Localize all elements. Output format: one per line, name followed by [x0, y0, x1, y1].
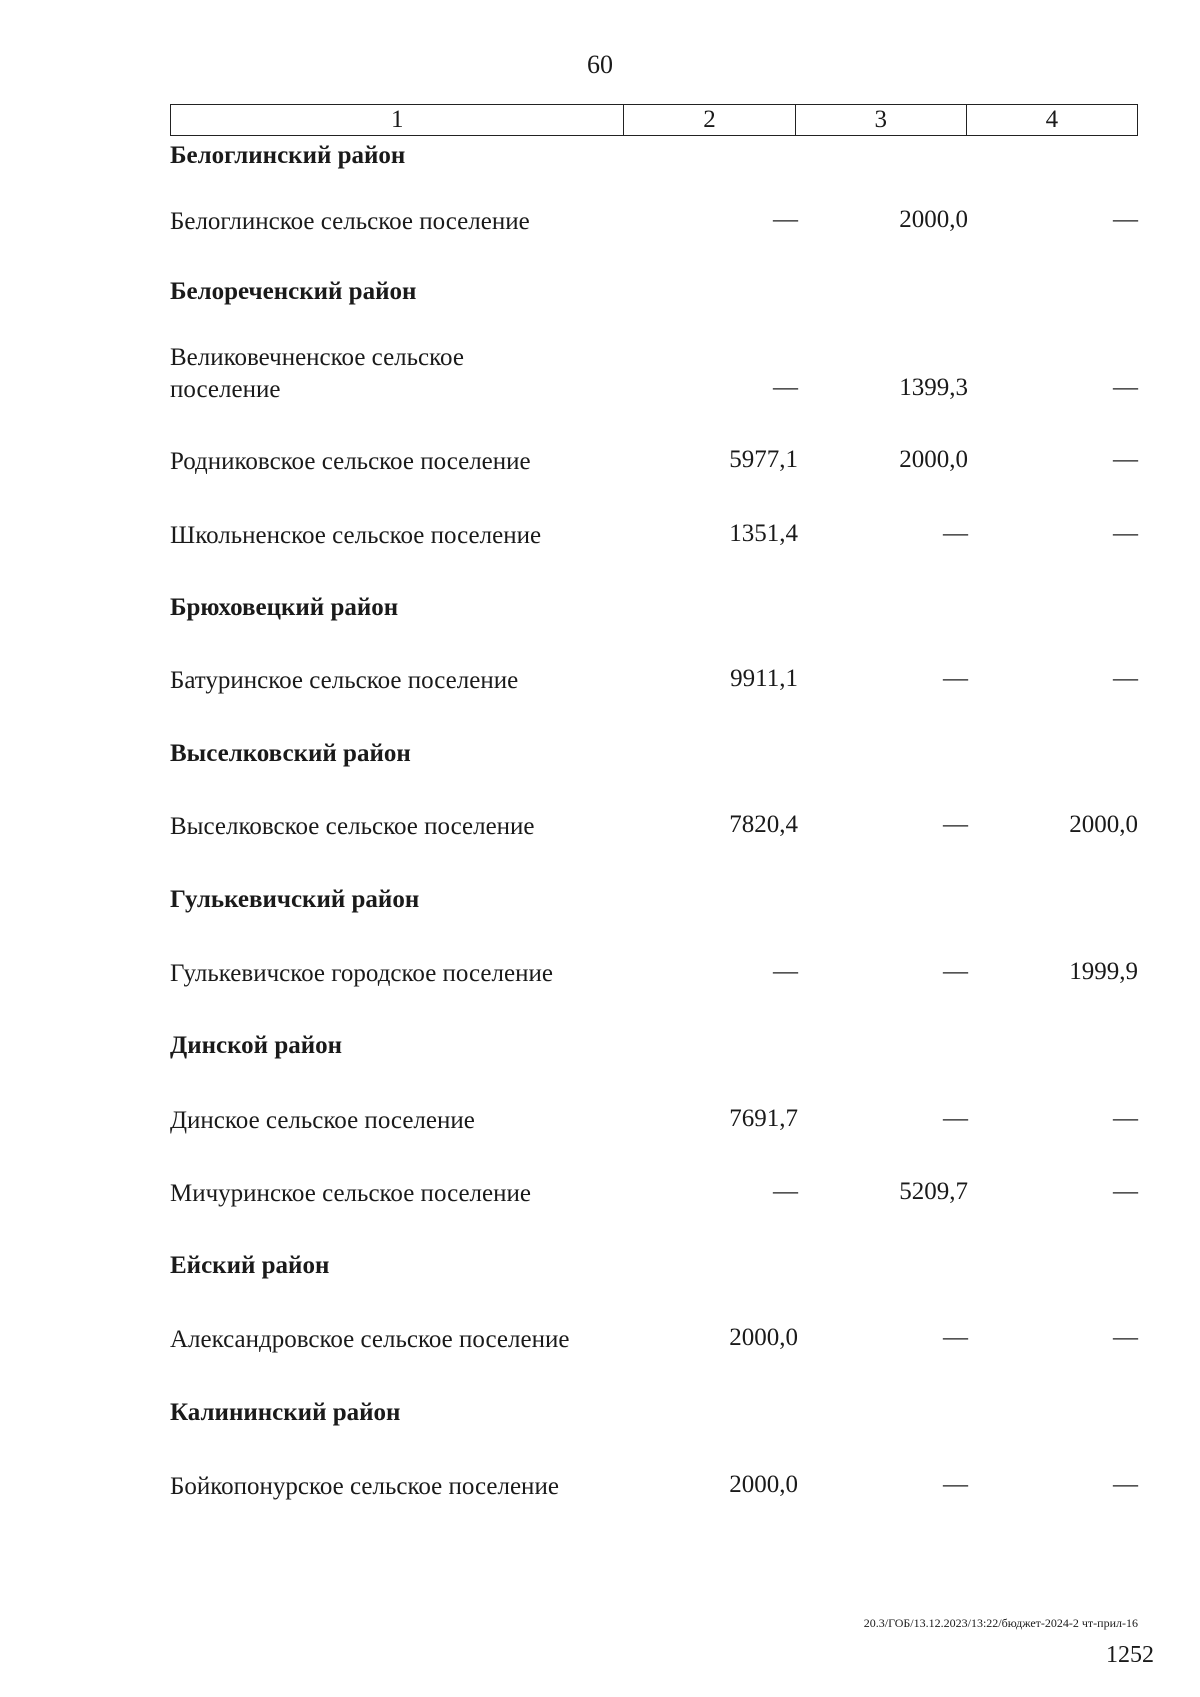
value-col2: — [773, 1178, 798, 1205]
district-name: Брюховецкий район [170, 594, 399, 621]
document-code: 20.3/ГОБ/13.12.2023/13:22/бюджет-2024-2 чт-прил-16 [863, 1616, 1138, 1630]
value-col3: — [943, 1471, 968, 1498]
value-col2: 7691,7 [729, 1105, 798, 1132]
value-col4: — [1113, 520, 1138, 547]
value-col3: 2000,0 [899, 446, 968, 473]
settlement-name: Школьненское сельское поселение [170, 522, 542, 549]
settlement-row [170, 512, 1138, 552]
column-header-4: 4 [966, 105, 1137, 136]
value-col4: — [1113, 1105, 1138, 1132]
settlement-row [170, 198, 1138, 238]
district-name: Белоглинский район [170, 142, 406, 169]
district-name: Ейский район [170, 1252, 330, 1279]
district-row [170, 730, 1138, 770]
settlement-name: Белоглинское сельское поселение [170, 208, 530, 235]
settlement-row [170, 1097, 1138, 1137]
value-col2: — [773, 958, 798, 985]
district-name: Выселковский район [170, 740, 411, 767]
value-col4: — [1113, 446, 1138, 473]
district-row [170, 876, 1138, 916]
settlement-name-line2: поселение [170, 376, 281, 403]
district-row [170, 584, 1138, 624]
value-col4: 1999,9 [1069, 958, 1138, 985]
value-col2: 2000,0 [729, 1471, 798, 1498]
value-col3: 2000,0 [899, 206, 968, 233]
district-row [170, 1389, 1138, 1429]
value-col2: 1351,4 [729, 520, 798, 547]
settlement-row [170, 1170, 1138, 1210]
district-row [170, 1022, 1138, 1062]
district-name: Динской район [170, 1032, 343, 1059]
settlement-name: Гулькевичское городское поселение [170, 960, 553, 987]
value-col2: 9911,1 [730, 665, 798, 692]
settlement-row [170, 438, 1138, 478]
settlement-name: Мичуринское сельское поселение [170, 1180, 531, 1207]
settlement-row [170, 1463, 1138, 1503]
settlement-name-line1: Великовечненское сельское [170, 344, 464, 371]
page-number: 60 [587, 50, 613, 79]
settlement-name: Александровское сельское поселение [170, 1326, 570, 1353]
settlement-row [170, 366, 1138, 406]
settlement-name: Выселковское сельское поселение [170, 813, 535, 840]
value-col3: — [943, 1105, 968, 1132]
settlement-name: Родниковское сельское поселение [170, 448, 531, 475]
value-col3: — [943, 520, 968, 547]
settlement-name: Бойкопонурское сельское поселение [170, 1473, 559, 1500]
settlement-name: Батуринское сельское поселение [170, 667, 519, 694]
value-col4: 2000,0 [1069, 811, 1138, 838]
value-col3: — [943, 665, 968, 692]
value-col4: — [1113, 1178, 1138, 1205]
district-row [170, 268, 1138, 308]
value-col2: — [773, 374, 798, 401]
settlement-row [170, 950, 1138, 990]
column-header-1: 1 [171, 105, 624, 136]
value-col2: 7820,4 [729, 811, 798, 838]
district-name: Гулькевичский район [170, 886, 420, 913]
district-name: Калининский район [170, 1399, 401, 1426]
settlement-name: Динское сельское поселение [170, 1107, 475, 1134]
value-col2: 2000,0 [729, 1324, 798, 1351]
settlement-row [170, 657, 1138, 697]
value-col4: — [1113, 206, 1138, 233]
district-name: Белореченский район [170, 278, 417, 305]
value-col4: — [1113, 1324, 1138, 1351]
value-col4: — [1113, 374, 1138, 401]
settlement-row [170, 1316, 1138, 1356]
value-col4: — [1113, 665, 1138, 692]
value-col3: — [943, 811, 968, 838]
value-col3: 5209,7 [899, 1178, 968, 1205]
value-col3: — [943, 958, 968, 985]
district-row [170, 132, 1138, 172]
column-header-2: 2 [624, 105, 795, 136]
sheet-number: 1252 [1106, 1642, 1154, 1668]
value-col2: — [773, 206, 798, 233]
district-row [170, 1242, 1138, 1282]
column-header-3: 3 [795, 105, 966, 136]
settlement-row [170, 803, 1138, 843]
value-col2: 5977,1 [729, 446, 798, 473]
value-col4: — [1113, 1471, 1138, 1498]
value-col3: 1399,3 [899, 374, 968, 401]
value-col3: — [943, 1324, 968, 1351]
